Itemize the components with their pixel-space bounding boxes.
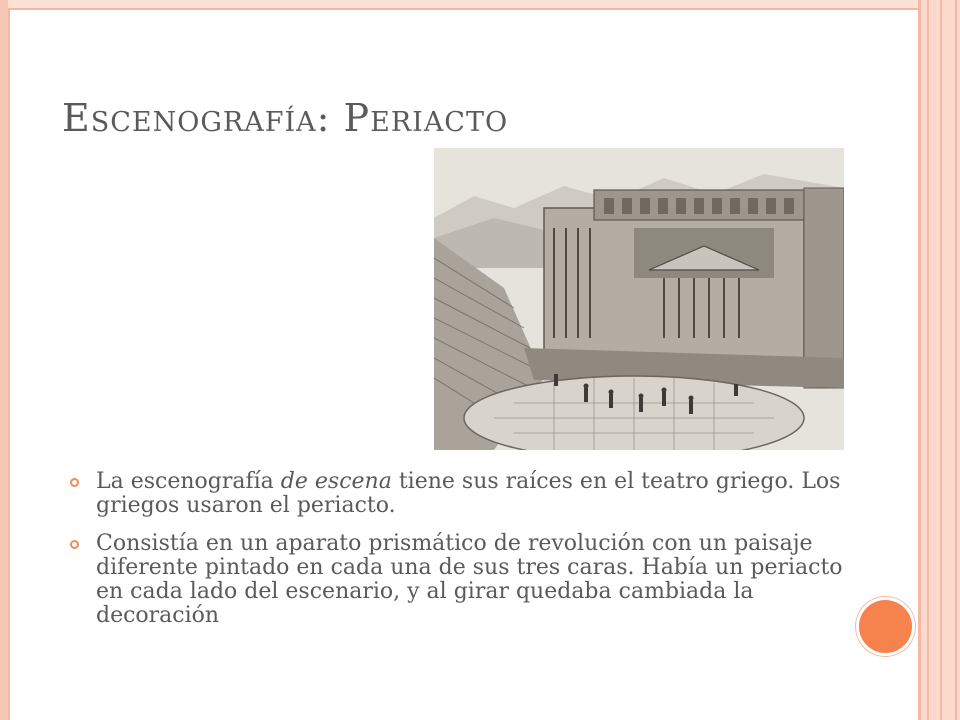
slide-frame-top xyxy=(8,0,918,8)
bullet-item xyxy=(64,470,844,518)
bullet-list xyxy=(64,470,844,642)
bullet-item xyxy=(64,532,844,628)
bullet-emphasis: de escena xyxy=(280,469,392,494)
greek-theatre-engraving xyxy=(434,148,844,450)
bullet-text-end: tiene sus raíces en el teatro griego. Los griegos usaron el periacto. xyxy=(96,469,841,518)
slide-title: Escenografía: Periacto xyxy=(62,96,509,140)
slide-frame-left xyxy=(0,0,8,720)
bullet-text-start: La escenografía xyxy=(96,469,281,494)
slide-frame-inner-left xyxy=(8,8,10,720)
right-decorative-band xyxy=(918,0,960,720)
right-stripe xyxy=(955,0,957,720)
bullet-text: Consistía en un aparato prismático de revolución con un paisaje diferente pintado en cada una de sus tres caras. Había un periacto en cada lado del escenario, y al girar quedaba cambiada la decoración xyxy=(96,531,843,628)
bullet-circle-icon xyxy=(70,478,79,487)
right-stripe xyxy=(927,0,929,720)
decorative-orange-circle xyxy=(856,597,915,656)
right-stripe xyxy=(918,0,921,720)
bullet-circle-icon xyxy=(70,540,79,549)
slide-frame-inner-top xyxy=(10,8,918,10)
right-stripe xyxy=(940,0,942,720)
